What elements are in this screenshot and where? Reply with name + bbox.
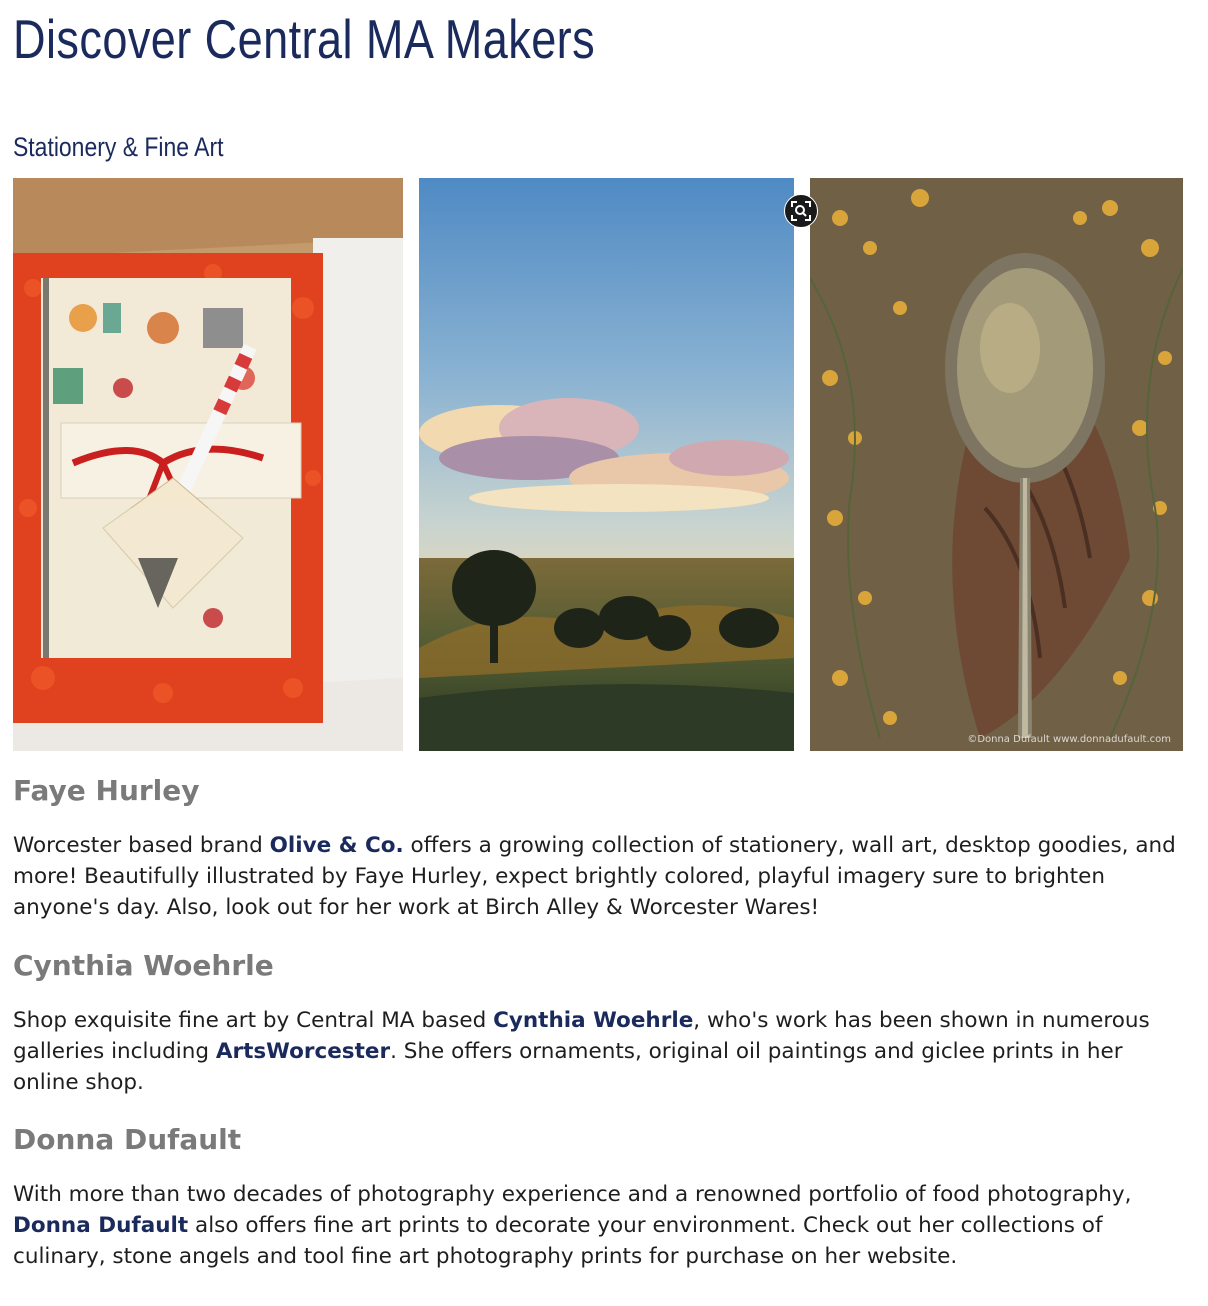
maker-section-cynthia-woehrle <box>13 949 1188 1098</box>
cynthia-woehrle-link[interactable]: Cynthia Woehrle <box>493 1008 694 1033</box>
description-text: Shop exquisite fine art by Central MA based <box>13 1008 494 1033</box>
maker-description <box>13 830 1188 923</box>
zoom-search-button[interactable] <box>784 194 818 228</box>
description-text: . She offers ornaments, original oil paintings and giclee prints in her online shop. <box>13 1039 1123 1095</box>
maker-name: Faye Hurley <box>13 774 200 807</box>
stationery-gift-box-illustration <box>13 178 403 751</box>
maker-section-faye-hurley <box>13 774 1188 923</box>
landscape-painting-image[interactable] <box>419 178 794 751</box>
maker-description <box>13 1005 1188 1098</box>
description-text: With more than two decades of photography experience and a renowned portfolio of food photography, <box>13 1182 1132 1207</box>
maker-section-donna-dufault <box>13 1123 1188 1272</box>
image-gallery <box>13 178 1183 751</box>
donna-dufault-link[interactable]: Donna Dufault <box>13 1213 189 1238</box>
spoon-photograph-illustration <box>810 178 1183 751</box>
description-text: , who's work has been shown in numerous galleries including <box>13 1008 1150 1064</box>
landscape-painting-illustration <box>419 178 794 751</box>
description-text: offers a growing collection of stationery, wall art, desktop goodies, and more! Beautifully illustrated by Faye Hurley, expect brightly colored, playful imagery sure to brighten anyone's day. Also, look out for her work at Birch Alley & Worcester Wares! <box>13 833 1176 920</box>
maker-name: Cynthia Woehrle <box>13 949 274 982</box>
maker-description <box>13 1179 1188 1272</box>
description-text: Worcester based brand <box>13 833 270 858</box>
page-title: Discover Central MA Makers <box>13 8 596 70</box>
section-subtitle: Stationery & Fine Art <box>13 132 224 162</box>
description-text: also offers fine art prints to decorate your environment. Check out her collections of culinary, stone angels and tool fine art photography prints for purchase on her website. <box>13 1213 1103 1269</box>
artsworcester-link[interactable]: ArtsWorcester <box>215 1039 391 1064</box>
olive-and-co-link[interactable]: Olive & Co. <box>269 833 404 858</box>
photo-watermark: ©Donna Dufault www.donnadufault.com <box>967 734 1171 745</box>
stationery-gift-box-image[interactable] <box>13 178 403 751</box>
maker-name: Donna Dufault <box>13 1123 242 1156</box>
spoon-photograph-image[interactable] <box>810 178 1183 751</box>
zoom-search-icon <box>790 200 812 222</box>
